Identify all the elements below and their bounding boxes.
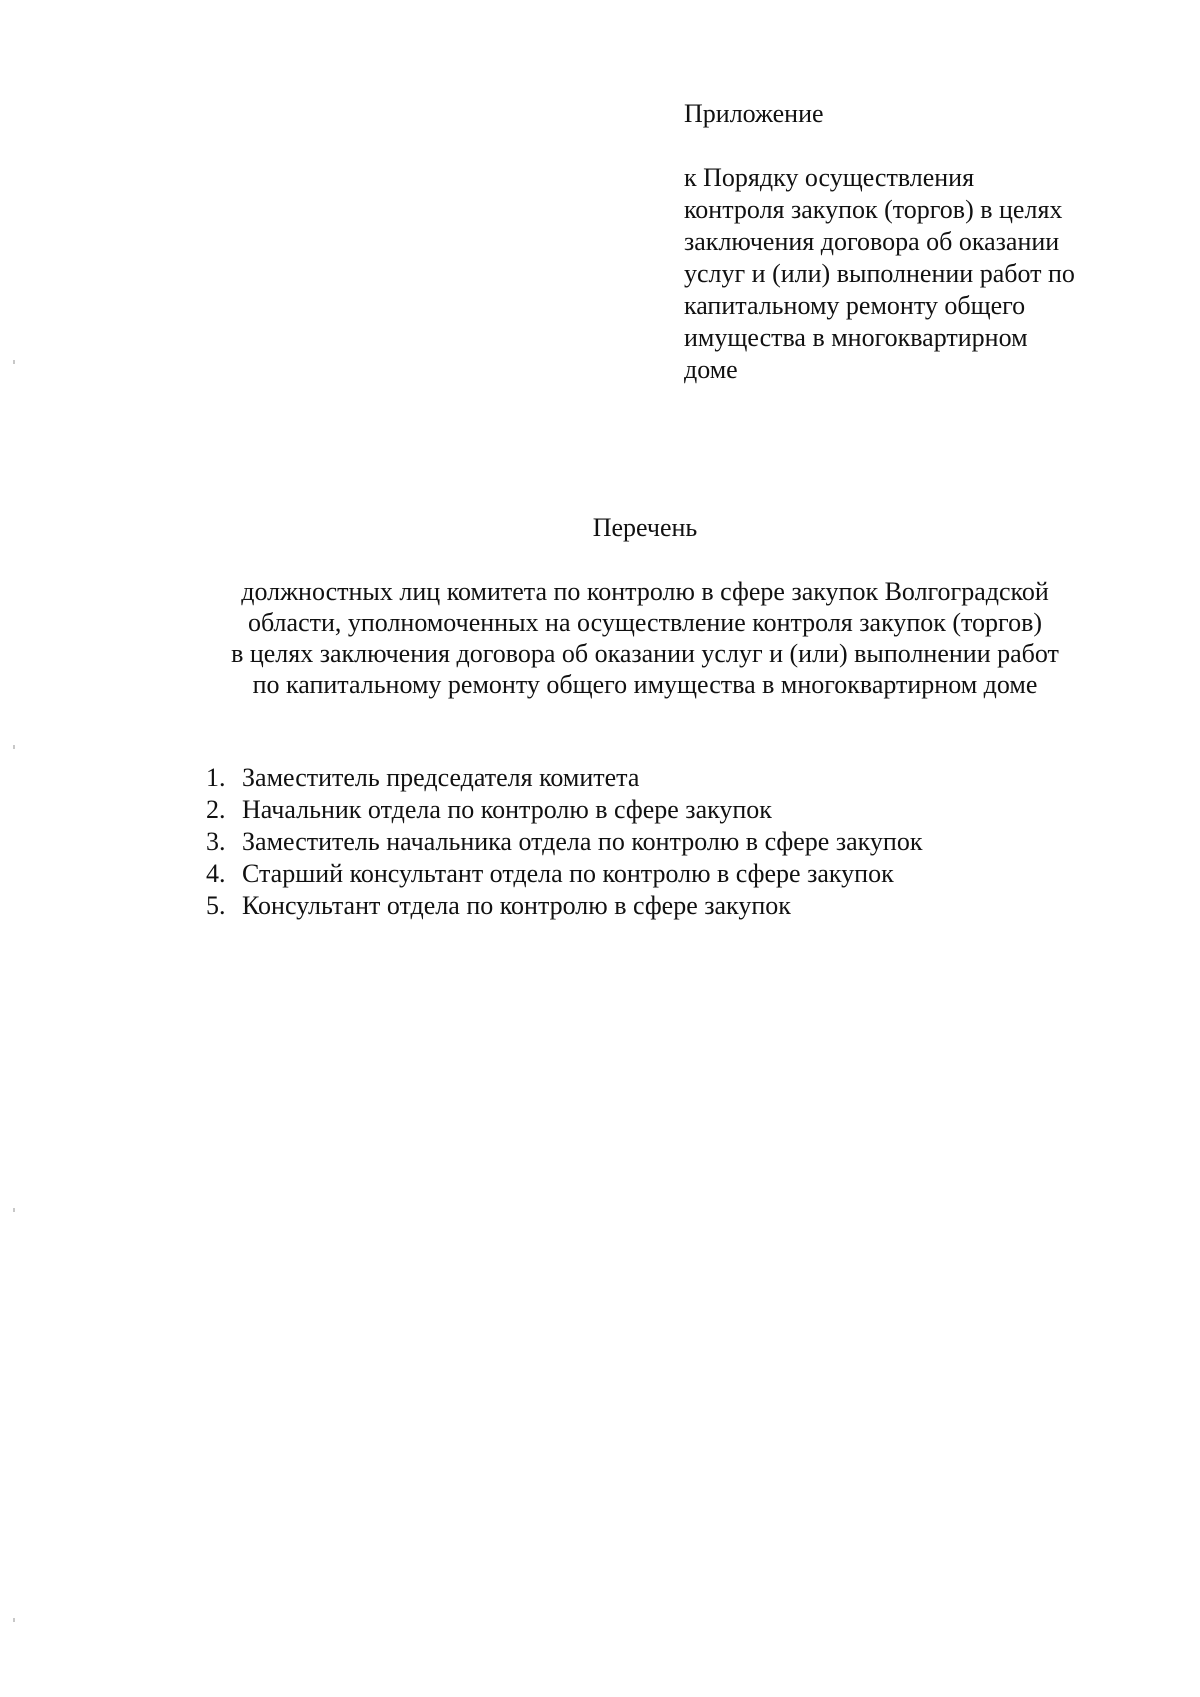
scan-artifact bbox=[13, 745, 15, 749]
appendix-block bbox=[684, 98, 1124, 386]
appendix-line: контроля закупок (торгов) в целях bbox=[684, 195, 1063, 224]
scan-artifact bbox=[13, 1618, 15, 1622]
appendix-line: к Порядку осуществления bbox=[684, 163, 975, 192]
document-heading: Перечень bbox=[592, 513, 698, 542]
list-item-title: Заместитель начальника отдела по контролю в сфере закупок bbox=[242, 827, 923, 856]
list-item-number: 1. bbox=[206, 763, 226, 792]
list-item-title: Заместитель председателя комитета bbox=[242, 763, 640, 792]
list-item-number: 2. bbox=[206, 795, 226, 824]
list-item-number: 5. bbox=[206, 891, 226, 920]
appendix-line: заключения договора об оказании bbox=[684, 227, 1060, 256]
appendix-line: имущества в многоквартирном bbox=[684, 323, 1028, 352]
list-item bbox=[206, 858, 922, 890]
document-subheading bbox=[0, 576, 1200, 700]
subheading-line: области, уполномоченных на осуществление контроля закупок (торгов) bbox=[247, 608, 1043, 637]
scan-artifact bbox=[13, 1208, 15, 1212]
list-item bbox=[206, 794, 922, 826]
officials-list bbox=[206, 762, 922, 922]
subheading-line: в целях заключения договора об оказании услуг и (или) выполнении работ bbox=[231, 639, 1059, 668]
list-item-number: 4. bbox=[206, 859, 226, 888]
list-item bbox=[206, 890, 922, 922]
list-item-title: Начальник отдела по контролю в сфере закупок bbox=[242, 795, 772, 824]
appendix-line: капитальному ремонту общего bbox=[684, 291, 1026, 320]
appendix-reference bbox=[684, 162, 1124, 386]
scan-artifact bbox=[13, 360, 15, 364]
list-item-title: Консультант отдела по контролю в сфере закупок bbox=[242, 891, 791, 920]
list-item bbox=[206, 826, 922, 858]
appendix-line: услуг и (или) выполнении работ по bbox=[684, 259, 1075, 288]
list-item bbox=[206, 762, 922, 794]
appendix-title: Приложение bbox=[684, 99, 824, 128]
subheading-line: по капитальному ремонту общего имущества в многоквартирном доме bbox=[252, 670, 1038, 699]
subheading-line: должностных лиц комитета по контролю в сфере закупок Волгоградской bbox=[241, 577, 1049, 606]
appendix-line: доме bbox=[684, 355, 738, 384]
list-item-number: 3. bbox=[206, 827, 226, 856]
list-item-title: Старший консультант отдела по контролю в сфере закупок bbox=[242, 859, 894, 888]
